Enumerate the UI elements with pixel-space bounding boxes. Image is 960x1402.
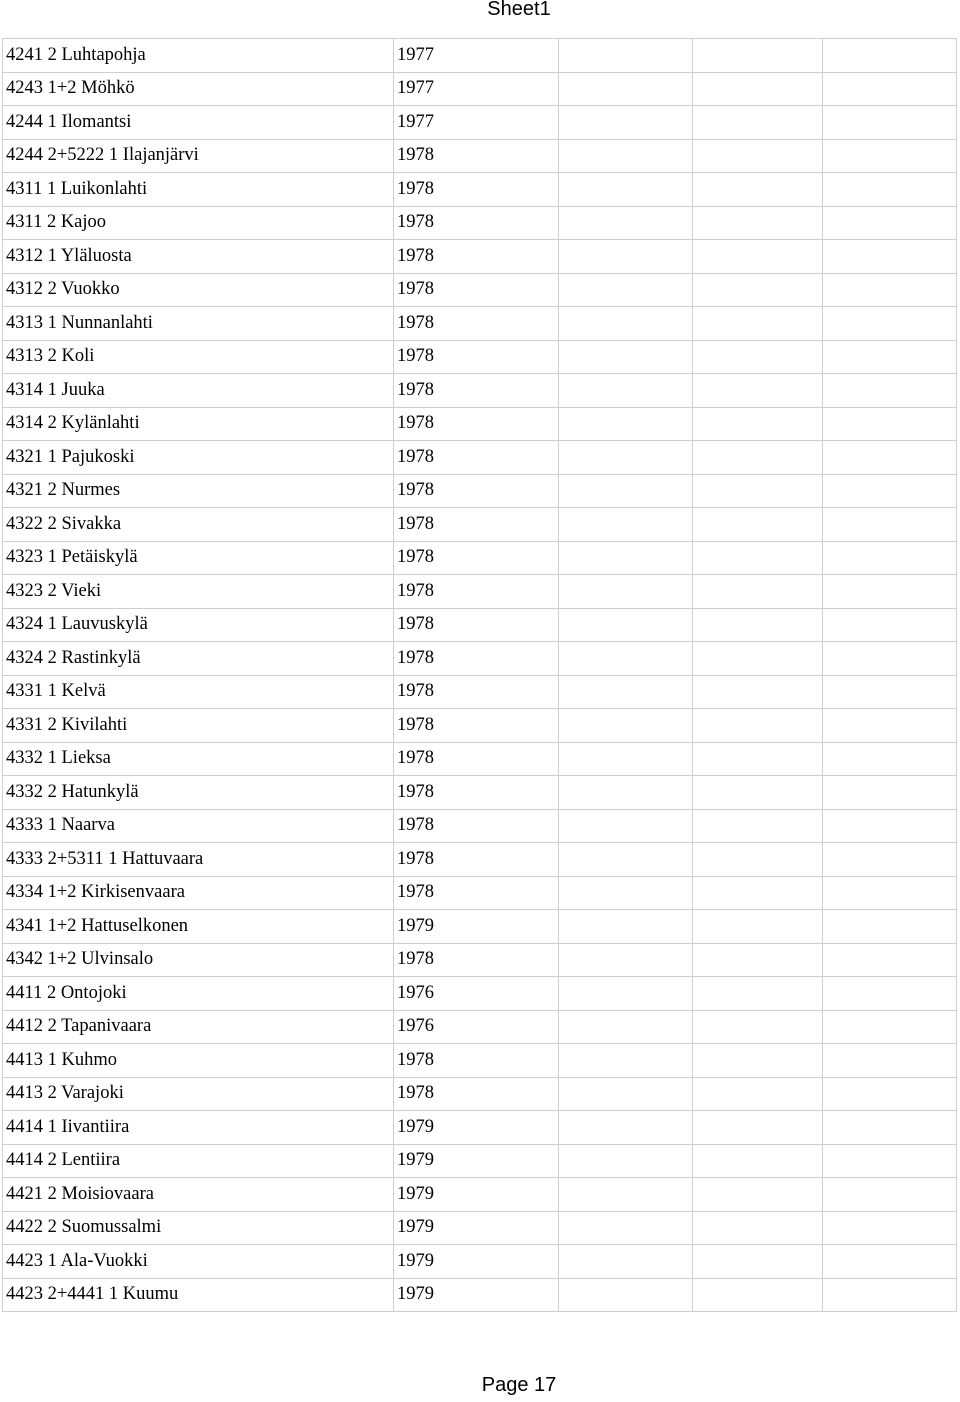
- cell-empty[interactable]: [559, 943, 693, 977]
- cell-empty[interactable]: [559, 776, 693, 810]
- cell-empty[interactable]: [559, 1211, 693, 1245]
- cell-name[interactable]: 4333 2+5311 1 Hattuvaara: [3, 843, 394, 877]
- table-row: [3, 407, 957, 441]
- cell-empty[interactable]: [559, 675, 693, 709]
- cell-year[interactable]: 1979: [394, 1245, 559, 1279]
- cell-name[interactable]: 4311 1 Luikonlahti: [3, 173, 394, 207]
- cell-name[interactable]: 4412 2 Tapanivaara: [3, 1010, 394, 1044]
- table-row: [3, 273, 957, 307]
- cell-empty[interactable]: [823, 139, 957, 173]
- cell-year[interactable]: 1978: [394, 206, 559, 240]
- cell-empty[interactable]: [559, 809, 693, 843]
- cell-name[interactable]: 4324 1 Lauvuskylä: [3, 608, 394, 642]
- table-row: [3, 776, 957, 810]
- cell-empty[interactable]: [693, 307, 823, 341]
- cell-empty[interactable]: [823, 307, 957, 341]
- table-row: [3, 340, 957, 374]
- cell-year[interactable]: 1979: [394, 1178, 559, 1212]
- cell-empty[interactable]: [693, 39, 823, 73]
- cell-empty[interactable]: [693, 977, 823, 1011]
- cell-year[interactable]: 1978: [394, 742, 559, 776]
- cell-empty[interactable]: [823, 39, 957, 73]
- cell-empty[interactable]: [823, 173, 957, 207]
- cell-empty[interactable]: [823, 1178, 957, 1212]
- cell-empty[interactable]: [559, 876, 693, 910]
- cell-empty[interactable]: [823, 1245, 957, 1279]
- table-row: [3, 1211, 957, 1245]
- cell-empty[interactable]: [559, 1245, 693, 1279]
- cell-empty[interactable]: [823, 876, 957, 910]
- cell-empty[interactable]: [559, 1077, 693, 1111]
- cell-name[interactable]: 4332 2 Hatunkylä: [3, 776, 394, 810]
- cell-empty[interactable]: [559, 474, 693, 508]
- cell-year[interactable]: 1978: [394, 943, 559, 977]
- cell-empty[interactable]: [693, 776, 823, 810]
- cell-empty[interactable]: [693, 374, 823, 408]
- cell-year[interactable]: 1979: [394, 1278, 559, 1312]
- cell-empty[interactable]: [693, 608, 823, 642]
- table-row: [3, 608, 957, 642]
- cell-empty[interactable]: [559, 106, 693, 140]
- cell-year[interactable]: 1978: [394, 843, 559, 877]
- cell-name[interactable]: 4312 2 Vuokko: [3, 273, 394, 307]
- table-row: [3, 1245, 957, 1279]
- cell-empty[interactable]: [693, 1178, 823, 1212]
- cell-year[interactable]: 1978: [394, 809, 559, 843]
- cell-name[interactable]: 4321 1 Pajukoski: [3, 441, 394, 475]
- cell-name[interactable]: 4243 1+2 Möhkö: [3, 72, 394, 106]
- cell-name[interactable]: 4321 2 Nurmes: [3, 474, 394, 508]
- cell-empty[interactable]: [823, 1044, 957, 1078]
- cell-empty[interactable]: [823, 675, 957, 709]
- cell-name[interactable]: 4323 2 Vieki: [3, 575, 394, 609]
- cell-empty[interactable]: [823, 106, 957, 140]
- page-number: Page 17: [481, 1374, 557, 1396]
- cell-year[interactable]: 1976: [394, 1010, 559, 1044]
- cell-empty[interactable]: [823, 407, 957, 441]
- table-row: [3, 1178, 957, 1212]
- table-row: [3, 1111, 957, 1145]
- cell-empty[interactable]: [823, 977, 957, 1011]
- cell-name[interactable]: 4322 2 Sivakka: [3, 508, 394, 542]
- cell-empty[interactable]: [559, 1178, 693, 1212]
- cell-name[interactable]: 4333 1 Naarva: [3, 809, 394, 843]
- cell-empty[interactable]: [693, 843, 823, 877]
- cell-empty[interactable]: [823, 642, 957, 676]
- cell-empty[interactable]: [559, 407, 693, 441]
- cell-year[interactable]: 1978: [394, 709, 559, 743]
- cell-empty[interactable]: [693, 340, 823, 374]
- cell-empty[interactable]: [823, 72, 957, 106]
- table-row: [3, 374, 957, 408]
- cell-empty[interactable]: [823, 1111, 957, 1145]
- cell-empty[interactable]: [693, 273, 823, 307]
- cell-empty[interactable]: [823, 1010, 957, 1044]
- cell-year[interactable]: 1978: [394, 1044, 559, 1078]
- cell-empty[interactable]: [823, 541, 957, 575]
- cell-empty[interactable]: [693, 1278, 823, 1312]
- cell-empty[interactable]: [693, 106, 823, 140]
- cell-empty[interactable]: [693, 240, 823, 274]
- cell-empty[interactable]: [693, 441, 823, 475]
- cell-empty[interactable]: [823, 910, 957, 944]
- cell-empty[interactable]: [559, 240, 693, 274]
- cell-empty[interactable]: [823, 508, 957, 542]
- cell-empty[interactable]: [559, 508, 693, 542]
- table-row: [3, 508, 957, 542]
- cell-empty[interactable]: [693, 541, 823, 575]
- cell-year[interactable]: 1979: [394, 1211, 559, 1245]
- cell-empty[interactable]: [559, 72, 693, 106]
- cell-name[interactable]: 4312 1 Yläluosta: [3, 240, 394, 274]
- table-row: [3, 139, 957, 173]
- cell-year[interactable]: 1978: [394, 608, 559, 642]
- cell-year[interactable]: 1978: [394, 1077, 559, 1111]
- cell-empty[interactable]: [693, 642, 823, 676]
- cell-year[interactable]: 1978: [394, 876, 559, 910]
- table-row: [3, 876, 957, 910]
- table-row: [3, 675, 957, 709]
- cell-empty[interactable]: [693, 1010, 823, 1044]
- cell-year[interactable]: 1976: [394, 977, 559, 1011]
- table-row: [3, 474, 957, 508]
- cell-name[interactable]: 4313 1 Nunnanlahti: [3, 307, 394, 341]
- cell-empty[interactable]: [823, 809, 957, 843]
- cell-empty[interactable]: [823, 273, 957, 307]
- cell-name[interactable]: 4244 2+5222 1 Ilajanjärvi: [3, 139, 394, 173]
- cell-empty[interactable]: [559, 709, 693, 743]
- table-row: [3, 1278, 957, 1312]
- cell-empty[interactable]: [559, 273, 693, 307]
- cell-name[interactable]: 4413 2 Varajoki: [3, 1077, 394, 1111]
- cell-empty[interactable]: [559, 642, 693, 676]
- cell-empty[interactable]: [823, 742, 957, 776]
- cell-name[interactable]: 4411 2 Ontojoki: [3, 977, 394, 1011]
- table-row: [3, 240, 957, 274]
- cell-name[interactable]: 4421 2 Moisiovaara: [3, 1178, 394, 1212]
- cell-year[interactable]: 1978: [394, 173, 559, 207]
- cell-empty[interactable]: [823, 943, 957, 977]
- cell-empty[interactable]: [693, 1044, 823, 1078]
- cell-name[interactable]: 4342 1+2 Ulvinsalo: [3, 943, 394, 977]
- table-row: [3, 1144, 957, 1178]
- cell-year[interactable]: 1978: [394, 675, 559, 709]
- cell-year[interactable]: 1978: [394, 541, 559, 575]
- cell-empty[interactable]: [693, 206, 823, 240]
- cell-empty[interactable]: [693, 1211, 823, 1245]
- cell-year[interactable]: 1979: [394, 1111, 559, 1145]
- cell-year[interactable]: 1978: [394, 307, 559, 341]
- cell-name[interactable]: 4311 2 Kajoo: [3, 206, 394, 240]
- cell-year[interactable]: 1978: [394, 374, 559, 408]
- cell-empty[interactable]: [693, 876, 823, 910]
- cell-year[interactable]: 1979: [394, 910, 559, 944]
- cell-empty[interactable]: [823, 575, 957, 609]
- cell-name[interactable]: 4423 1 Ala-Vuokki: [3, 1245, 394, 1279]
- cell-name[interactable]: 4423 2+4441 1 Kuumu: [3, 1278, 394, 1312]
- cell-empty[interactable]: [823, 374, 957, 408]
- sheet-title: Sheet1: [487, 0, 551, 20]
- cell-empty[interactable]: [823, 240, 957, 274]
- cell-year[interactable]: 1978: [394, 441, 559, 475]
- cell-empty[interactable]: [559, 39, 693, 73]
- cell-empty[interactable]: [559, 441, 693, 475]
- cell-year[interactable]: 1977: [394, 106, 559, 140]
- cell-empty[interactable]: [559, 340, 693, 374]
- table-row: [3, 173, 957, 207]
- table-row: [3, 742, 957, 776]
- cell-year[interactable]: 1977: [394, 39, 559, 73]
- cell-empty[interactable]: [559, 541, 693, 575]
- cell-empty[interactable]: [559, 1278, 693, 1312]
- cell-year[interactable]: 1978: [394, 407, 559, 441]
- cell-empty[interactable]: [559, 910, 693, 944]
- cell-empty[interactable]: [693, 508, 823, 542]
- cell-empty[interactable]: [823, 1211, 957, 1245]
- cell-name[interactable]: 4323 1 Petäiskylä: [3, 541, 394, 575]
- cell-empty[interactable]: [693, 173, 823, 207]
- cell-year[interactable]: 1978: [394, 273, 559, 307]
- table-row: [3, 910, 957, 944]
- cell-empty[interactable]: [693, 943, 823, 977]
- cell-empty[interactable]: [559, 608, 693, 642]
- cell-empty[interactable]: [693, 139, 823, 173]
- cell-empty[interactable]: [823, 474, 957, 508]
- table-row: [3, 575, 957, 609]
- table-row: [3, 1010, 957, 1044]
- cell-year[interactable]: 1978: [394, 240, 559, 274]
- spreadsheet-table: [2, 38, 957, 1312]
- cell-empty[interactable]: [823, 776, 957, 810]
- table-row: [3, 206, 957, 240]
- cell-name[interactable]: 4314 2 Kylänlahti: [3, 407, 394, 441]
- table-row: [3, 1077, 957, 1111]
- cell-year[interactable]: 1978: [394, 139, 559, 173]
- cell-empty[interactable]: [559, 1010, 693, 1044]
- cell-empty[interactable]: [559, 1111, 693, 1145]
- cell-empty[interactable]: [693, 1245, 823, 1279]
- cell-empty[interactable]: [823, 1144, 957, 1178]
- table-row: [3, 642, 957, 676]
- cell-empty[interactable]: [559, 307, 693, 341]
- cell-year[interactable]: 1979: [394, 1144, 559, 1178]
- cell-empty[interactable]: [693, 575, 823, 609]
- cell-empty[interactable]: [693, 1111, 823, 1145]
- table-row: [3, 106, 957, 140]
- cell-empty[interactable]: [823, 1077, 957, 1111]
- cell-empty[interactable]: [693, 742, 823, 776]
- table-row: [3, 977, 957, 1011]
- table-row: [3, 1044, 957, 1078]
- cell-name[interactable]: 4332 1 Lieksa: [3, 742, 394, 776]
- cell-name[interactable]: 4331 1 Kelvä: [3, 675, 394, 709]
- table-row: [3, 709, 957, 743]
- spreadsheet-body: [3, 39, 957, 1312]
- cell-empty[interactable]: [823, 206, 957, 240]
- table-row: [3, 809, 957, 843]
- cell-empty[interactable]: [693, 72, 823, 106]
- cell-name[interactable]: 4341 1+2 Hattuselkonen: [3, 910, 394, 944]
- cell-name[interactable]: 4314 1 Juuka: [3, 374, 394, 408]
- cell-empty[interactable]: [823, 709, 957, 743]
- cell-empty[interactable]: [559, 742, 693, 776]
- table-row: [3, 307, 957, 341]
- cell-empty[interactable]: [693, 709, 823, 743]
- cell-empty[interactable]: [559, 843, 693, 877]
- cell-name[interactable]: 4244 1 Ilomantsi: [3, 106, 394, 140]
- cell-empty[interactable]: [823, 1278, 957, 1312]
- cell-empty[interactable]: [693, 809, 823, 843]
- table-row: [3, 441, 957, 475]
- cell-empty[interactable]: [559, 374, 693, 408]
- cell-empty[interactable]: [693, 1144, 823, 1178]
- cell-name[interactable]: 4324 2 Rastinkylä: [3, 642, 394, 676]
- cell-empty[interactable]: [559, 206, 693, 240]
- cell-empty[interactable]: [559, 575, 693, 609]
- cell-year[interactable]: 1978: [394, 776, 559, 810]
- cell-empty[interactable]: [559, 977, 693, 1011]
- cell-year[interactable]: 1978: [394, 474, 559, 508]
- cell-empty[interactable]: [559, 1144, 693, 1178]
- table-row: [3, 39, 957, 73]
- cell-empty[interactable]: [559, 139, 693, 173]
- cell-name[interactable]: 4241 2 Luhtapohja: [3, 39, 394, 73]
- cell-empty[interactable]: [559, 173, 693, 207]
- cell-empty[interactable]: [693, 1077, 823, 1111]
- cell-name[interactable]: 4334 1+2 Kirkisenvaara: [3, 876, 394, 910]
- table-row: [3, 541, 957, 575]
- cell-name[interactable]: 4313 2 Koli: [3, 340, 394, 374]
- cell-name[interactable]: 4422 2 Suomussalmi: [3, 1211, 394, 1245]
- table-row: [3, 72, 957, 106]
- table-row: [3, 943, 957, 977]
- cell-year[interactable]: 1978: [394, 340, 559, 374]
- cell-empty[interactable]: [823, 441, 957, 475]
- table-row: [3, 843, 957, 877]
- cell-empty[interactable]: [693, 407, 823, 441]
- cell-name[interactable]: 4413 1 Kuhmo: [3, 1044, 394, 1078]
- cell-empty[interactable]: [693, 474, 823, 508]
- cell-empty[interactable]: [693, 675, 823, 709]
- cell-name[interactable]: 4414 2 Lentiira: [3, 1144, 394, 1178]
- cell-year[interactable]: 1978: [394, 575, 559, 609]
- cell-empty[interactable]: [693, 910, 823, 944]
- cell-name[interactable]: 4414 1 Iivantiira: [3, 1111, 394, 1145]
- cell-empty[interactable]: [823, 608, 957, 642]
- cell-empty[interactable]: [559, 1044, 693, 1078]
- cell-empty[interactable]: [823, 340, 957, 374]
- cell-year[interactable]: 1978: [394, 642, 559, 676]
- cell-empty[interactable]: [823, 843, 957, 877]
- cell-name[interactable]: 4331 2 Kivilahti: [3, 709, 394, 743]
- cell-year[interactable]: 1978: [394, 508, 559, 542]
- cell-year[interactable]: 1977: [394, 72, 559, 106]
